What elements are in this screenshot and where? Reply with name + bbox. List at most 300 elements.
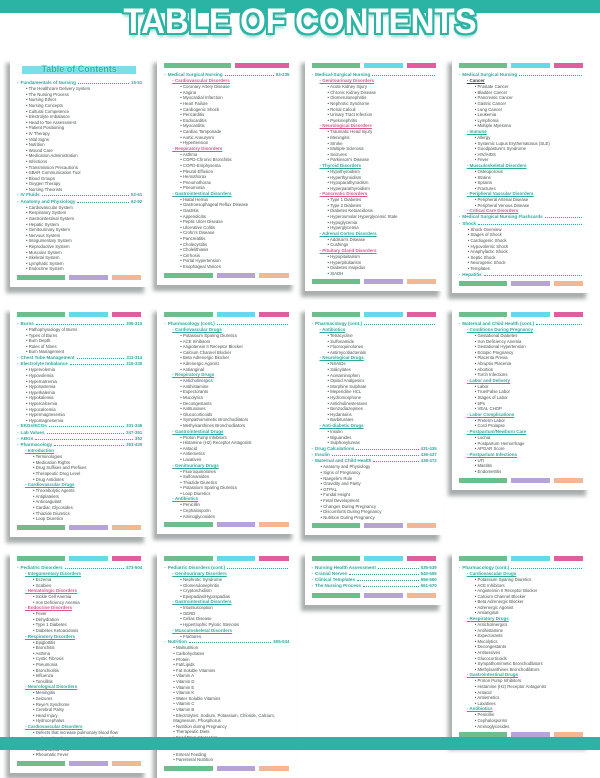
toc-item: • Cirrhosis [180,252,200,258]
toc-item: • Signs of Pregnancy [320,469,361,475]
toc-subheading-label: - Pituitary Gland Disorders [319,248,377,254]
toc-item: • Multiple Sclerosis [327,146,364,152]
toc-item: • Tonsillitis [33,678,53,684]
toc-item: • Scabies [33,582,51,588]
dot-leader [47,433,125,434]
toc-card-2 [157,57,295,285]
toc-subheading-label: - Conditions During Pregnancy [466,327,534,333]
bullet-dash: - [311,458,314,464]
strip-green [164,766,212,771]
toc-item: • Mastitis [474,463,493,469]
toc-item: • Allergy [474,134,491,140]
toc-cards-grid [10,57,590,778]
toc-item: • Types of Burns [26,332,58,338]
toc-card-7 [305,306,443,535]
toc-item: • Electrolyte Imbalance [26,114,70,120]
toc-item: • Nephrotic Syndrome [327,100,370,106]
toc-item: • Calcium Channel Blocker [474,593,526,599]
toc-item: • Gestational Diabetes [474,333,518,339]
toc-subheading-label: - Gastrointestinal Drugs [466,672,519,678]
toc-item: • Reye's Syndrome [33,701,70,707]
toc-item: • Proton Pump Inhibitors [180,434,227,440]
toc-section-label: Insulin [315,451,330,457]
toc-item: • Neurogenic Shock [467,260,506,266]
toc-item: • Wound Care [26,147,53,153]
toc-item: • Vitamin C [173,701,195,707]
toc-item: • Epispadias/Hypospadias [180,593,231,599]
toc-subheading-label: - Labor and Delivery [466,377,511,383]
toc-item: • Peptic Ulcer Disease [180,219,223,225]
mini-toc-header-title: Table of Contents [41,64,117,74]
toc-item: • Meningitis [327,134,350,140]
toc-item: • Chronic Kidney Disease [327,89,377,95]
strip-purple [511,478,550,483]
dot-leader [70,364,124,365]
strip-green [164,556,212,561]
dot-leader [373,461,418,462]
toc-item: • Septic Shock [467,254,496,260]
toc-item: • Cardiogenic Shock [180,106,220,112]
toc-item: • Morphine Sulphate [327,383,367,389]
toc-item: • Iron Deficiency Anemia [33,599,80,605]
toc-item: • Acetaminophen [327,372,360,378]
toc-card-body [14,79,144,273]
decor-strip [312,63,436,68]
toc-item: • Sympathomimetic Bronchodilators [180,417,249,423]
toc-item: • Traumatic Head Injury [327,129,373,135]
bullet-dash: - [164,639,166,645]
strip-cyan [217,556,256,561]
toc-item: • UTI [474,457,485,463]
toc-item: • Iron Deficiency Anemia [474,338,522,344]
decor-strip [164,556,288,561]
toc-item: • VEAL CHOP [474,406,502,412]
dot-leader [35,439,133,440]
toc-item: • Nervous System [26,232,61,238]
toc-item: • Benzodiazepines [327,406,363,412]
toc-item: • Aortic Aneurysm [180,134,214,140]
toc-section-label: Medical Surgical Nursing Flashcards [462,214,543,220]
toc-item: • Penicillin [180,502,200,508]
decor-strip [17,525,141,530]
dot-leader [78,83,129,84]
toc-item: • Histamine (H2) Receptor Antagonist [180,440,252,446]
strip-pink [259,312,288,317]
dot-leader [363,586,419,587]
toc-subheading-label: - Respiratory Drugs [172,372,215,378]
toc-item: • Diabetes Ketoacidosis [327,208,373,214]
strip-pink [554,556,583,561]
strip-peach [259,766,288,771]
toc-item: • Expectorants [180,389,209,395]
toc-item: • Glucocorticoids [180,411,213,417]
toc-subheading-label: - Musculoskeletal Disorders [466,162,527,168]
bullet-dash: - [458,214,461,220]
toc-card-6 [157,306,295,534]
toc-subheading-label: - Postpartum/Newborn Care [466,428,527,434]
toc-item: • Anticholinergics [180,378,213,384]
bullet-dash: - [458,320,461,326]
bullet-dash: - [311,72,314,77]
toc-item: • Epiglottitis [33,639,56,645]
decor-strip [459,281,583,286]
toc-item: • ACE Inhibitors [474,582,505,588]
toc-section-label: Medical Surgical Nursing [462,72,518,77]
strip-cyan [364,556,403,561]
toc-item: • Eczema [33,576,52,582]
bullet-dash: - [17,441,19,447]
toc-item: • Vital Signs [26,136,49,142]
page-range: 305-310 [126,320,143,326]
toc-item: • Terminologies [33,454,63,460]
toc-item: • Anticholinesterases [327,400,368,406]
toc-item: • Insulin [327,428,343,434]
bullet-dash: - [311,445,314,451]
dot-leader [77,202,129,203]
toc-item: • Therapeutic Drug Level [33,470,81,476]
toc-item: • Muscular System [26,249,62,255]
toc-item: • Enteral Feeding [173,751,207,757]
decor-strip [17,312,141,317]
toc-item: • Parkinson's Disease [327,157,369,163]
toc-item: • Fluoroquinolones [327,344,364,350]
toc-item: • Bronchiolitis [33,667,59,673]
dot-leader [478,224,582,225]
toc-item: • Shock Overview [467,226,502,232]
toc-section-label: Pediatric Disorders [20,564,63,570]
toc-item: • Endometritis [474,468,502,474]
page-title: TABLE OF CONTENTS [123,0,477,41]
toc-item: • Goodpasture's Syndrome [474,146,527,152]
toc-item: • Meningitis [33,690,56,696]
decor-strip [164,766,288,771]
strip-green [459,478,507,483]
toc-subheading-label: - Respiratory Disorders [172,145,223,151]
strip-green [312,63,360,68]
toc-item: • Antiemetics [474,695,500,701]
toc-item: • Laxatives [474,700,496,706]
strip-pink [112,312,141,317]
toc-item: • Methylxanthines Bronchodilators [474,666,540,672]
bullet-dash: - [311,577,314,583]
page-range: 353-430 [126,441,143,447]
toc-item: • Lymphoma [474,117,499,123]
toc-item: • GERD [180,610,196,616]
decor-strip [164,312,288,317]
toc-subheading-label: - Postpartum Infections [466,451,518,457]
toc-item: • Vitamin A [173,673,195,679]
decor-strip [164,522,288,527]
toc-item: • Beta Adrenergic Blocker [474,599,524,605]
toc-card-body [456,564,586,730]
toc-item: • Angiotensin II Receptor Blocker [474,588,538,594]
bottom-banner-band [0,737,600,750]
toc-item: • Abruptio Placenta [474,361,512,367]
toc-section-label: Fundamentals of Nursing [20,80,76,85]
toc-section-label: The Nursing Process [315,583,361,589]
toc-item: • Hydantoins [327,411,352,417]
toc-card-body [456,320,586,476]
dot-leader [545,217,582,218]
strip-peach [407,593,436,598]
toc-section-label: Hepatitis [462,271,482,277]
strip-green [459,281,507,286]
bullet-dash: - [17,435,19,441]
toc-item: • Hypocalcemia [26,406,56,412]
toc-item: • APGAR Score [474,446,505,452]
toc-item: • Pyelonephritis [327,117,358,123]
toc-item: • Hypernatremia [26,378,57,384]
toc-item: • Reproductive System [26,244,70,250]
dot-leader [54,445,124,446]
toc-section-label: Clinical Templates [315,577,356,583]
toc-item: • Stroke [327,140,343,146]
toc-subheading-label: - Respiratory Drugs [466,616,509,622]
toc-item: • Pathophysiology of Burns [26,327,78,333]
toc-item: • Portal Hypertension [180,258,221,264]
toc-item: • Osteoporosis [474,168,503,174]
toc-item: • IV Therapy [26,130,50,136]
toc-item: • Strains [474,174,491,180]
bullet-dash: - [17,429,19,435]
toc-item: • Glomerulonephritis [180,582,220,588]
toc-item: • Hypovolemic Shock [467,243,509,249]
toc-subheading-label: - Neurological Disorders [319,123,372,129]
toc-item: • COPD-Chronic Bronchitis [180,157,232,163]
toc-subheading-label: - Cardiovascular Drugs [25,482,75,488]
toc-item: • Anaphylactic Shock [467,249,508,255]
bullet-dash: - [311,583,314,589]
toc-item: • Barbiturates [327,417,354,423]
toc-card-body [309,71,439,277]
bullet-dash: - [458,564,461,570]
toc-subheading-label: - Pancreatic Disorders [319,191,368,197]
toc-item: • Seizures [33,696,53,701]
strip-green [459,312,507,317]
toc-item: • Seizures [327,151,347,157]
page-range: 556-560 [420,577,437,583]
toc-section-label: Electrolyte Imbalance [20,361,68,367]
toc-item: • Gastroesophageal Reflux Disease [180,202,249,208]
toc-item: • Cryptorchidism [180,588,212,594]
toc-item: • Hypoglycemia [327,219,358,225]
toc-item: • Sickle Cell Anemia [33,594,72,600]
dot-leader [378,568,419,569]
toc-item: • Fetal Development [320,497,360,503]
strip-cyan [217,312,256,317]
toc-item: • Skeletal System [26,255,60,261]
toc-item: • Cord Prolapse [474,423,505,429]
toc-item: • Cultural Competence [26,108,70,114]
toc-subheading-label: - Labor Complications [466,411,515,417]
bullet-dash: - [311,320,314,326]
toc-item: • Hyperosmolar Hyperglycemic State [327,214,398,220]
decor-strip [164,273,288,278]
toc-subheading-label: - Integumentary Disorders [25,570,82,576]
toc-item: • Expectorants [474,633,503,639]
toc-section-label: Maternal and Child Health (cont.) [462,320,534,326]
toc-item: • Antihistamine [180,383,209,389]
bullet-dash: - [164,564,166,570]
toc-item: • SBAR Communication Tool [26,170,81,176]
toc-subheading-label: - Cardiovascular Disorders [25,723,83,729]
toc-item: • Prostate Cancer [474,84,509,90]
toc-item: • Fluoroquinolones [180,468,216,474]
toc-item: • Angiotensin II Receptor Blocker [180,344,243,350]
toc-item: • Gravidity and Parity [320,481,361,487]
toc-item: • HIV/AIDS [474,151,496,157]
toc-item: • Cardiogenic Shock [467,238,507,244]
bullet-dash: - [17,198,19,204]
toc-item: • Vitamin D [173,679,195,685]
bullet-dash: - [17,361,19,367]
toc-card-5 [10,306,148,537]
toc-item: • Naegele's Rule [320,475,353,481]
toc-item: • Systemic Lupus Erythematosus (SLE) [474,140,550,146]
toc-section-label: Nutrition [167,639,187,645]
toc-item: • Multiple Myeloma [474,123,511,129]
toc-item: • Penicillin [474,712,495,718]
toc-item: • Hyperglycemia [327,225,359,231]
toc-item: • Head to Toe Assessment [26,119,77,125]
toc-subheading-label: - Antibiotics [172,496,199,502]
toc-item: • Water Soluble Vitamins [173,695,221,701]
toc-item: • Pancreatic Cancer [474,95,513,101]
toc-section-label: IV Fluids [20,192,40,198]
toc-item: • Fractures [474,185,496,191]
dot-leader [332,455,419,456]
toc-item: • Fat Soluble Vitamins [173,667,216,673]
strip-green [164,522,212,527]
toc-item: • Endocarditis [180,117,207,123]
toc-item: • Antiemetics [180,451,205,457]
toc-item: • Patient Positioning [26,125,65,131]
toc-item: • Hypovolemia [26,373,54,379]
toc-item: • True/False Labor [474,389,510,395]
toc-item: • Cushings [327,242,349,248]
toc-item: • Lymphatic System [26,260,64,266]
toc-item: • Placenta Previa [474,355,508,361]
toc-item: • Ulcerative Colitis [180,224,215,230]
page-range: 431-435 [420,445,437,451]
toc-item: • Type 2 Diabetes [327,202,362,208]
page-range: 505-534 [273,639,290,645]
toc-item: • Intussusception [180,605,213,611]
toc-subheading-label: - Hematologic Disorders [25,588,78,594]
decor-strip [312,556,436,561]
toc-item: • Nursing Ethics [26,97,57,103]
toc-item: • Sulfonamides [180,474,209,480]
toc-card-body [14,320,144,523]
toc-item: • Gastric Cancer [474,100,507,106]
bullet-dash: - [458,72,461,77]
toc-item: • Loop Diuretics [33,516,64,522]
toc-item: • Cardiac Glycosides [33,504,73,510]
toc-item: • Hepatic System [26,221,59,227]
toc-item: • Hypertrophic Pyloric Stenosis [180,622,240,628]
toc-item: • Hiatal Hernia [180,196,208,202]
dot-leader [65,568,124,569]
toc-item: • Antacid [474,689,492,695]
toc-item: • Pneumothorax [180,179,211,185]
toc-item: • Beta Adrenergic Blocker [180,355,230,361]
strip-green [17,525,65,530]
page-range: 561-570 [420,583,437,589]
strip-cyan [364,63,403,68]
toc-section-label: Cranial Nerves [315,570,348,576]
toc-item: • Adrenergic Agonist [180,361,219,367]
toc-subheading-label: - Cancer [466,78,485,84]
toc-section-label: Anatomy and Physiology [20,198,76,204]
toc-subheading-label: - Antibiotics [466,706,493,712]
page-range: 315-330 [126,361,143,367]
strip-cyan [511,63,550,68]
toc-item: • Stages of Shock [467,232,502,238]
toc-item: • Blood Groups [26,175,55,181]
toc-item: • Bladder Cancer [474,89,508,95]
toc-card-body [309,320,439,521]
toc-item: • Sprains [474,180,493,186]
toc-item: • COPD-Emphysema [180,162,221,168]
toc-subheading-label: - Peripheral Vascular Disorders [466,191,534,197]
toc-section-label: Pharmacology (cont.) [167,320,215,326]
toc-item: • Vitamin B [173,706,195,712]
dot-leader [217,324,288,325]
strip-peach [112,761,141,766]
toc-section-label: EKGs/ECGs [20,423,47,429]
toc-item: • Hypopituitarism [327,254,360,260]
dot-leader [484,275,582,276]
toc-item: • Hypomagnesemia [26,417,64,423]
toc-item: • Parenteral Nutrition [173,757,213,763]
toc-item: • Fractures [180,633,202,639]
bullet-dash: - [17,423,19,429]
toc-item: • Changes During Pregnancy [320,503,376,509]
strip-green [17,556,65,561]
toc-item: • Mucolytics [474,638,498,644]
toc-item: • Endocrine System [26,266,64,272]
toc-item: • Medication Administration [26,153,78,159]
toc-item: • Hyperpituitarism [327,259,362,265]
toc-card-1 [10,57,148,287]
strip-green [17,761,65,766]
strip-pink [407,312,436,317]
toc-section-label: Nursing Health Assessment [315,564,376,570]
bullet-dash: - [458,271,461,277]
toc-item: • Cardiovascular System [26,204,73,210]
toc-subheading-label: - Gastrointestinal Drugs [172,428,224,434]
bullet-dash: - [17,564,19,570]
page-range: 438-472 [420,458,437,464]
toc-item: • Postpartum Hemorrhage [474,440,525,446]
strip-pink [112,556,141,561]
toc-item: • Antimycobacterials [327,349,367,355]
toc-item: • Fundal Height [320,492,350,498]
toc-item: • Decongestants [180,400,212,406]
toc-item: • Angina [180,89,197,95]
toc-item: • Infections [26,158,48,164]
toc-item: • Histamine (H2) Receptor Antagonist [474,684,546,689]
strip-pink [554,312,583,317]
toc-item: • Discomforts During Pregnancy [320,509,382,515]
toc-item: • Salicylates [327,367,351,373]
bullet-dash: - [458,220,461,226]
dot-leader [536,324,582,325]
toc-item: • Nephrotic Syndrome [180,576,223,582]
toc-item: • Hydrocephalus [33,718,65,724]
toc-item: • Cephalosporins [474,717,508,723]
decor-strip [459,556,583,561]
